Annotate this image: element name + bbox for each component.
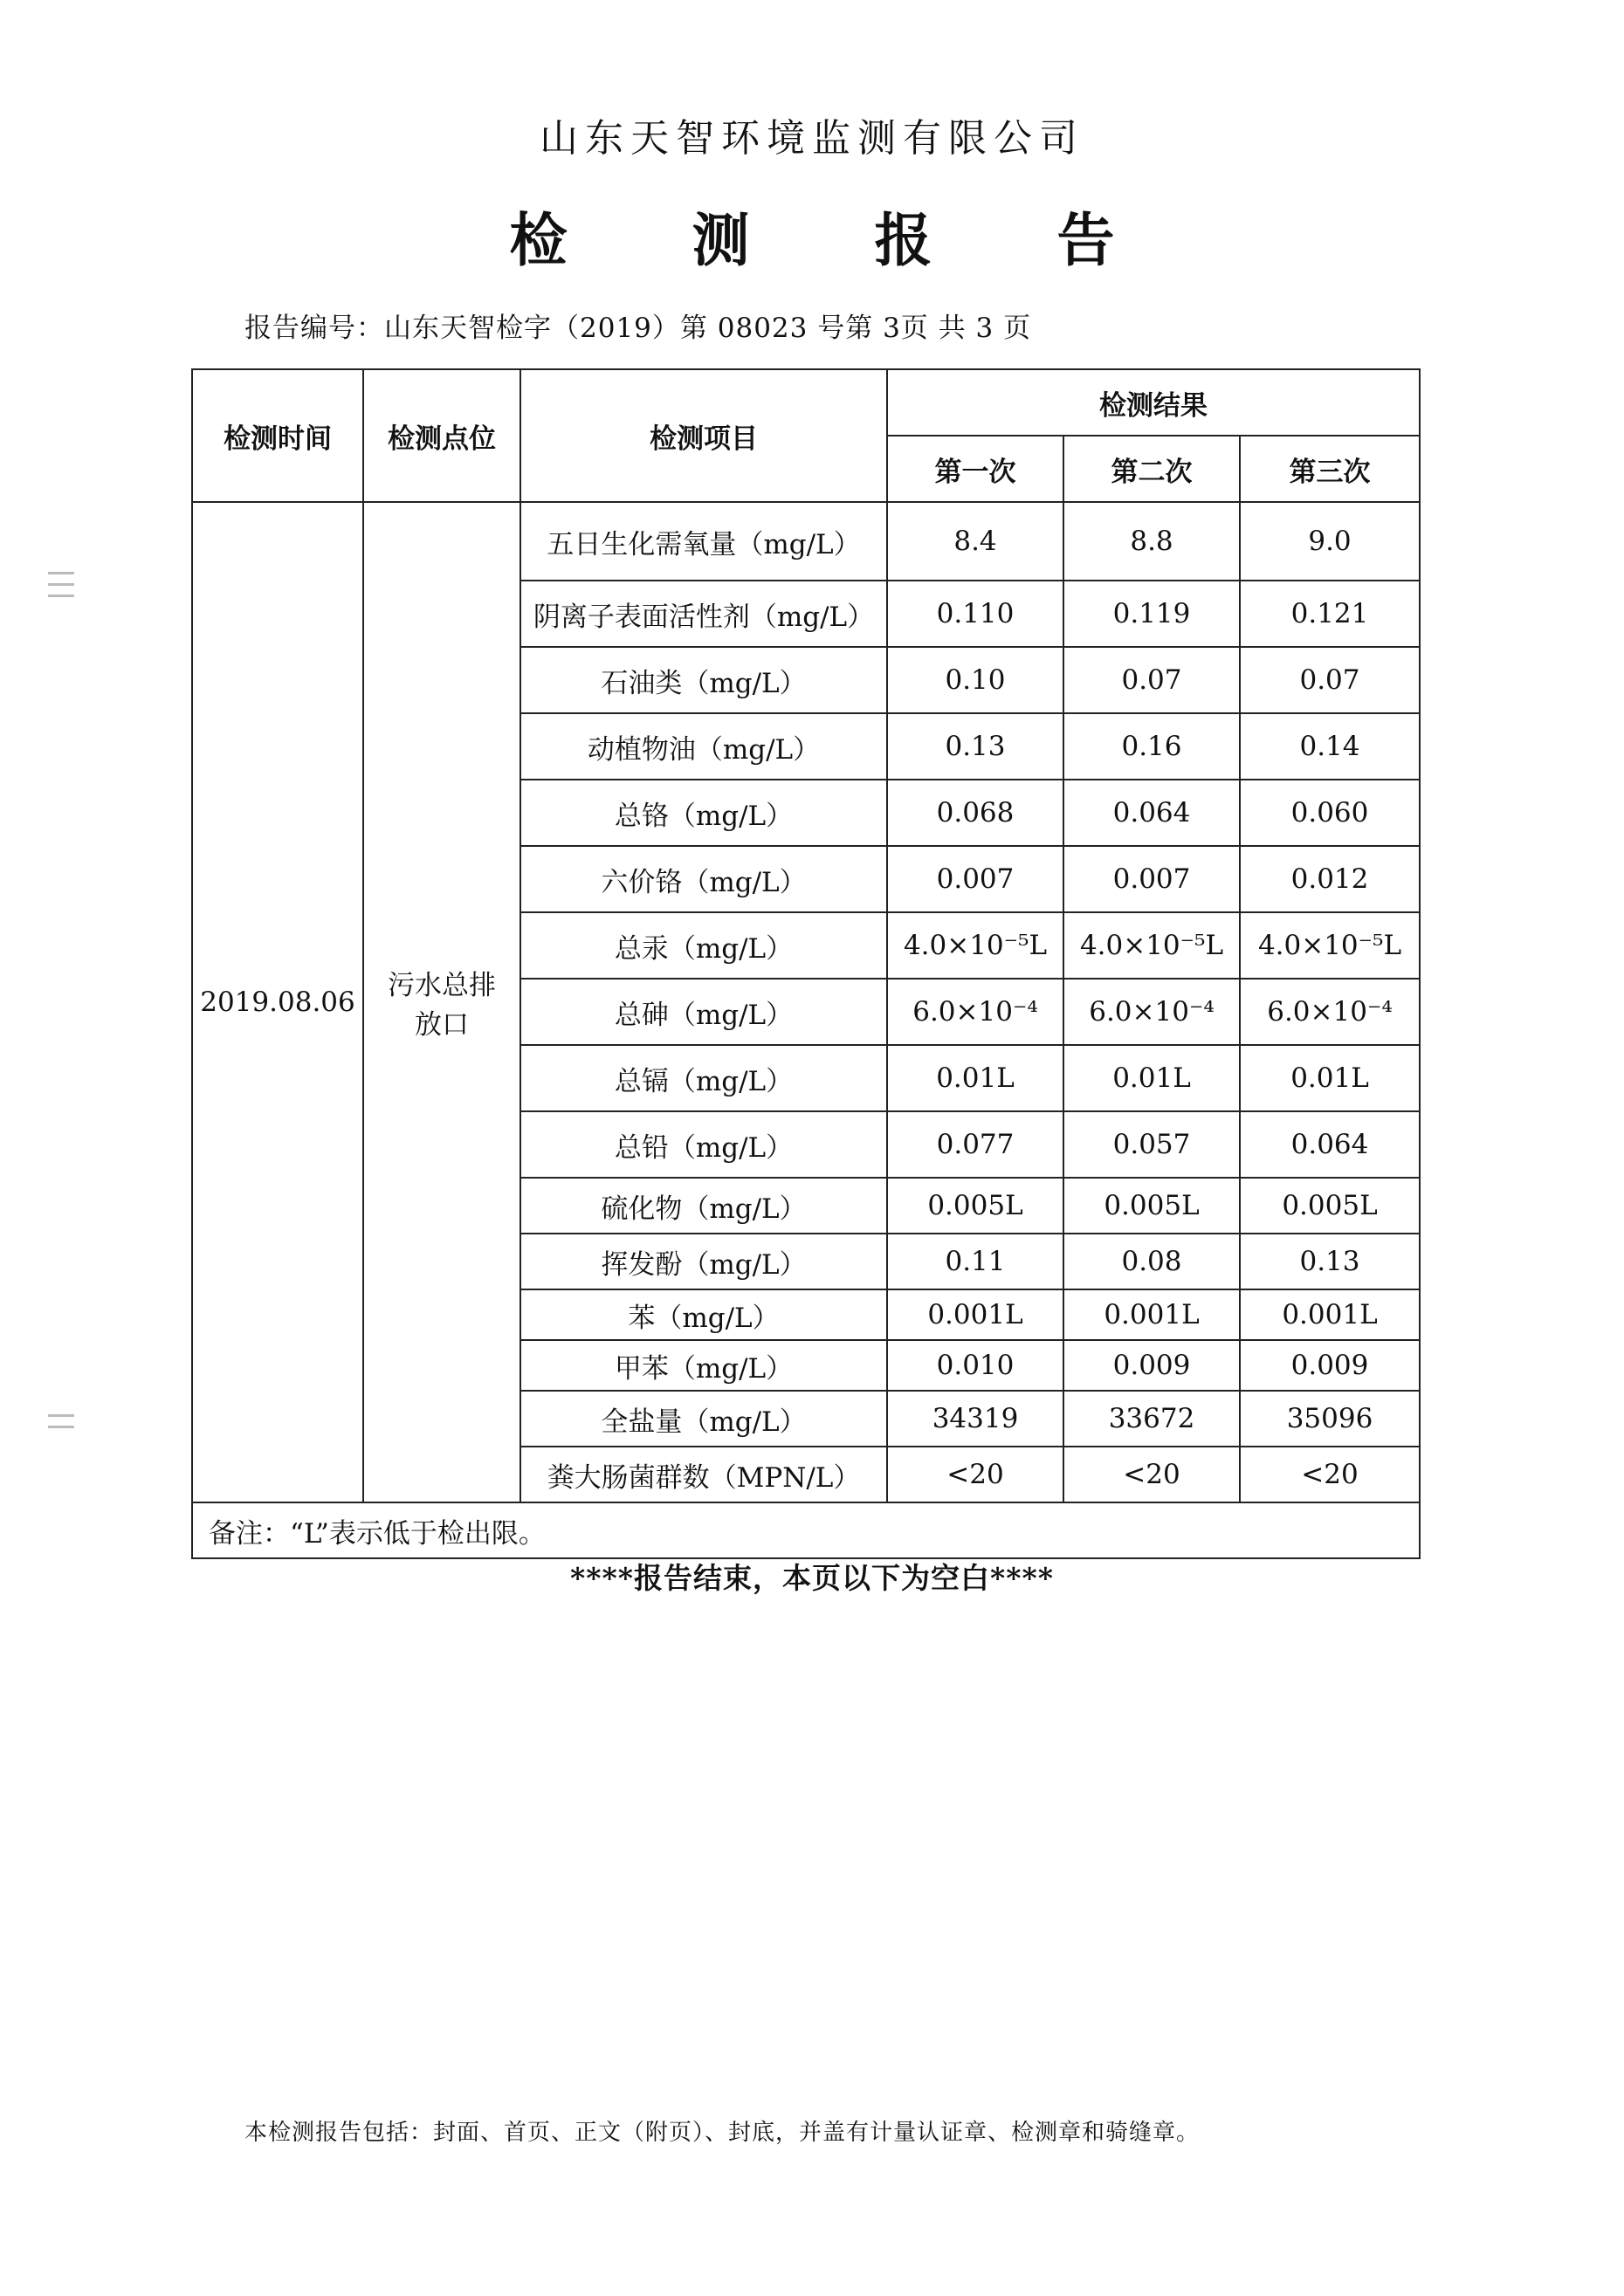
table-note: 备注：“L”表示低于检出限。 — [192, 1502, 1420, 1558]
result-r1: 0.007 — [887, 846, 1063, 912]
header-result: 检测结果 — [887, 369, 1420, 436]
result-r2: 0.01L — [1063, 1045, 1240, 1111]
header-first: 第一次 — [887, 436, 1063, 502]
test-item: 苯（mg/L） — [520, 1289, 887, 1340]
sampling-point-line1: 污水总排 — [388, 970, 496, 1001]
sampling-point-line2: 放口 — [415, 1009, 469, 1041]
result-r3: 0.001L — [1240, 1289, 1420, 1340]
result-r1: 0.077 — [887, 1111, 1063, 1178]
end-of-report: ****报告结束，本页以下为空白**** — [569, 1561, 1055, 1595]
result-r1: 0.110 — [887, 581, 1063, 647]
result-r1: 0.010 — [887, 1340, 1063, 1391]
results-table — [191, 368, 1421, 1559]
test-item: 挥发酚（mg/L） — [520, 1234, 887, 1289]
header-item: 检测项目 — [520, 369, 887, 502]
result-r3: 0.07 — [1240, 647, 1420, 713]
result-r1: 0.10 — [887, 647, 1063, 713]
scan-marks-top — [48, 572, 74, 606]
test-item: 五日生化需氧量（mg/L） — [520, 502, 887, 581]
result-r1: 6.0×10⁻⁴ — [887, 979, 1063, 1045]
result-r3: 0.121 — [1240, 581, 1420, 647]
result-r1: 0.13 — [887, 713, 1063, 780]
result-r2: 33672 — [1063, 1391, 1240, 1447]
result-r2: 0.005L — [1063, 1178, 1240, 1234]
test-item: 总汞（mg/L） — [520, 912, 887, 979]
test-item: 全盐量（mg/L） — [520, 1391, 887, 1447]
header-point: 检测点位 — [363, 369, 520, 502]
result-r3: 4.0×10⁻⁵L — [1240, 912, 1420, 979]
result-r3: 6.0×10⁻⁴ — [1240, 979, 1420, 1045]
result-r1: 0.11 — [887, 1234, 1063, 1289]
sampling-point — [363, 502, 520, 1502]
header-time: 检测时间 — [192, 369, 363, 502]
test-item: 硫化物（mg/L） — [520, 1178, 887, 1234]
report-title: 检 测 报 告 — [509, 206, 1167, 274]
result-r2: 0.16 — [1063, 713, 1240, 780]
test-item: 动植物油（mg/L） — [520, 713, 887, 780]
result-r1: 0.068 — [887, 780, 1063, 846]
result-r3: 0.060 — [1240, 780, 1420, 846]
result-r3: 0.13 — [1240, 1234, 1420, 1289]
result-r3: 35096 — [1240, 1391, 1420, 1447]
result-r2: 8.8 — [1063, 502, 1240, 581]
result-r1: <20 — [887, 1447, 1063, 1502]
test-item: 甲苯（mg/L） — [520, 1340, 887, 1391]
result-r2: <20 — [1063, 1447, 1240, 1502]
result-r3: 0.064 — [1240, 1111, 1420, 1178]
test-item: 总铬（mg/L） — [520, 780, 887, 846]
sampling-date: 2019.08.06 — [192, 502, 363, 1502]
test-item: 石油类（mg/L） — [520, 647, 887, 713]
result-r2: 0.064 — [1063, 780, 1240, 846]
result-r2: 0.07 — [1063, 647, 1240, 713]
table-row — [192, 502, 1420, 581]
result-r2: 0.001L — [1063, 1289, 1240, 1340]
result-r1: 0.005L — [887, 1178, 1063, 1234]
result-r3: 0.009 — [1240, 1340, 1420, 1391]
result-r2: 0.057 — [1063, 1111, 1240, 1178]
report-footer: 本检测报告包括：封面、首页、正文（附页）、封底，并盖有计量认证章、检测章和骑缝章。 — [244, 2120, 1201, 2146]
result-r1: 0.01L — [887, 1045, 1063, 1111]
result-r2: 0.08 — [1063, 1234, 1240, 1289]
result-r3: 0.14 — [1240, 713, 1420, 780]
test-item: 粪大肠菌群数（MPN/L） — [520, 1447, 887, 1502]
header-second: 第二次 — [1063, 436, 1240, 502]
result-r2: 4.0×10⁻⁵L — [1063, 912, 1240, 979]
test-item: 总镉（mg/L） — [520, 1045, 887, 1111]
result-r1: 4.0×10⁻⁵L — [887, 912, 1063, 979]
test-item: 六价铬（mg/L） — [520, 846, 887, 912]
result-r1: 0.001L — [887, 1289, 1063, 1340]
result-r3: 9.0 — [1240, 502, 1420, 581]
scan-marks-bottom — [48, 1414, 74, 1437]
result-r3: 0.005L — [1240, 1178, 1420, 1234]
header-third: 第三次 — [1240, 436, 1420, 502]
result-r2: 0.009 — [1063, 1340, 1240, 1391]
company-name: 山东天智环境监测有限公司 — [540, 116, 1084, 161]
test-item: 总砷（mg/L） — [520, 979, 887, 1045]
result-r3: 0.01L — [1240, 1045, 1420, 1111]
test-item: 阴离子表面活性剂（mg/L） — [520, 581, 887, 647]
test-item: 总铅（mg/L） — [520, 1111, 887, 1178]
result-r2: 0.119 — [1063, 581, 1240, 647]
result-r2: 6.0×10⁻⁴ — [1063, 979, 1240, 1045]
report-number: 报告编号：山东天智检字（2019）第 08023 号第 3页 共 3 页 — [244, 313, 1032, 344]
result-r1: 34319 — [887, 1391, 1063, 1447]
result-r3: 0.012 — [1240, 846, 1420, 912]
result-r1: 8.4 — [887, 502, 1063, 581]
result-r3: <20 — [1240, 1447, 1420, 1502]
result-r2: 0.007 — [1063, 846, 1240, 912]
